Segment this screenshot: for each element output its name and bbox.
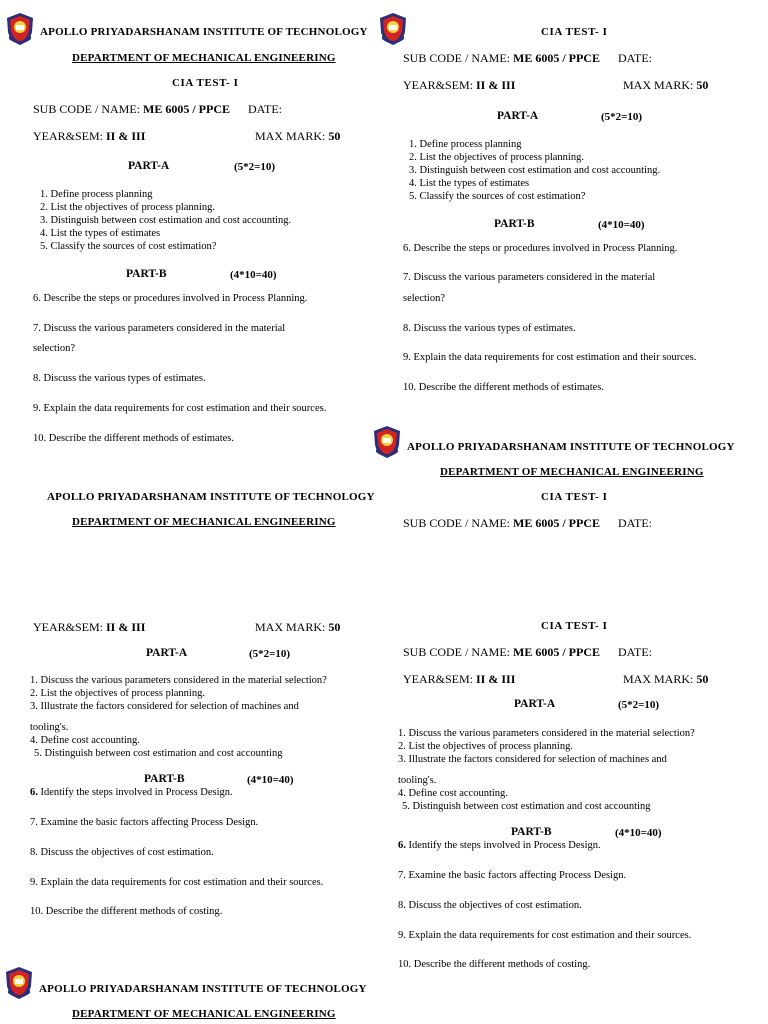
question: 4. List the types of estimates — [40, 228, 161, 239]
question: 9. Explain the data requirements for cost estimation and their sources. — [33, 403, 327, 414]
department-name: DEPARTMENT OF MECHANICAL ENGINEERING — [72, 52, 336, 64]
question: 3. Illustrate the factors considered for selection of machines and — [398, 754, 667, 765]
part-b-marks: (4*10=40) — [598, 219, 645, 231]
part-a-heading: PART-A — [514, 698, 556, 710]
yearsem-line: YEAR&SEM: II & III — [33, 620, 146, 634]
cia-title: CIA TEST- I — [541, 491, 608, 503]
sub-code-line: SUB CODE / NAME: ME 6005 / PPCE DATE: — [403, 51, 653, 65]
question: 6. Describe the steps or procedures involved in Process Planning. — [403, 243, 678, 254]
question: 8. Discuss the objectives of cost estimation. — [398, 900, 582, 911]
question: 8. Discuss the objectives of cost estimation. — [30, 847, 214, 858]
question: 7. Examine the basic factors affecting Process Design. — [30, 817, 259, 828]
institute-name: APOLLO PRIYADARSHANAM INSTITUTE OF TECHNOLOGY — [407, 441, 735, 453]
maxmark-line: MAX MARK: 50 — [623, 78, 709, 92]
question: 4. List the types of estimates — [409, 178, 530, 189]
maxmark-line: MAX MARK: 50 — [255, 129, 341, 143]
part-a-marks: (5*2=10) — [234, 161, 276, 173]
question: 3. Illustrate the factors considered for selection of machines and — [30, 701, 299, 712]
question: 7. Discuss the various parameters considered in the material — [403, 272, 656, 283]
part-a-heading: PART-A — [146, 647, 188, 659]
question: 7. Discuss the various parameters considered in the material — [33, 323, 286, 334]
question: 2. List the objectives of process planning. — [398, 741, 573, 752]
question-continued: tooling's. — [398, 775, 437, 786]
sub-code-line: SUB CODE / NAME: ME 6005 / PPCE DATE: — [403, 645, 653, 659]
yearsem-line: YEAR&SEM: II & III — [403, 672, 516, 686]
sub-code-line: SUB CODE / NAME: ME 6005 / PPCE DATE: — [33, 102, 283, 116]
question: 1. Discuss the various parameters considered in the material selection? — [30, 675, 327, 686]
question: 5. Classify the sources of cost estimation? — [40, 241, 217, 252]
question: 8. Discuss the various types of estimates. — [33, 373, 206, 384]
question: 2. List the objectives of process planning. — [30, 688, 205, 699]
question: 8. Discuss the various types of estimates. — [403, 323, 576, 334]
maxmark-line: MAX MARK: 50 — [623, 672, 709, 686]
part-a-heading: PART-A — [497, 110, 539, 122]
part-b-heading: PART-B — [511, 826, 552, 838]
question-continued: tooling's. — [30, 722, 69, 733]
part-a-marks: (5*2=10) — [601, 111, 643, 123]
part-b-marks: (4*10=40) — [247, 774, 294, 786]
question: 2. List the objectives of process planning. — [40, 202, 215, 213]
question: 10. Describe the different methods of costing. — [398, 959, 591, 970]
question: 3. Distinguish between cost estimation and cost accounting. — [409, 165, 661, 176]
cia-title: CIA TEST- I — [541, 26, 608, 38]
cia-title: CIA TEST- I — [172, 77, 239, 89]
department-name: DEPARTMENT OF MECHANICAL ENGINEERING — [72, 1008, 336, 1020]
part-a-heading: PART-A — [128, 160, 170, 172]
question: 10. Describe the different methods of estimates. — [403, 382, 604, 393]
question: 10. Describe the different methods of costing. — [30, 906, 223, 917]
question: 1. Define process planning — [40, 189, 153, 200]
question: 7. Examine the basic factors affecting Process Design. — [398, 870, 627, 881]
part-a-marks: (5*2=10) — [618, 699, 660, 711]
part-a-questions — [40, 188, 291, 253]
question: 3. Distinguish between cost estimation and cost accounting. — [40, 215, 292, 226]
part-b-heading: PART-B — [144, 773, 185, 785]
question: 6. Describe the steps or procedures involved in Process Planning. — [33, 293, 308, 304]
question: 4. Define cost accounting. — [30, 735, 140, 746]
part-a-marks: (5*2=10) — [249, 648, 291, 660]
college-logo-icon — [372, 425, 402, 459]
college-logo-icon — [378, 12, 408, 46]
cia-title: CIA TEST- I — [541, 620, 608, 632]
question: 5. Classify the sources of cost estimation? — [409, 191, 586, 202]
question: 4. Define cost accounting. — [398, 788, 508, 799]
part-b-marks: (4*10=40) — [230, 269, 277, 281]
question: 9. Explain the data requirements for cost estimation and their sources. — [30, 877, 324, 888]
question-continued: selection? — [403, 293, 445, 304]
part-b-heading: PART-B — [494, 218, 535, 230]
question: 5. Distinguish between cost estimation and cost accounting — [34, 748, 283, 759]
question: 5. Distinguish between cost estimation and cost accounting — [402, 801, 651, 812]
institute-name: APOLLO PRIYADARSHANAM INSTITUTE OF TECHNOLOGY — [47, 491, 375, 503]
question: 9. Explain the data requirements for cost estimation and their sources. — [403, 352, 697, 363]
question: 1. Discuss the various parameters considered in the material selection? — [398, 728, 695, 739]
part-b-marks: (4*10=40) — [615, 827, 662, 839]
question: 1. Define process planning — [409, 139, 522, 150]
sub-code-line: SUB CODE / NAME: ME 6005 / PPCE DATE: — [403, 516, 653, 530]
yearsem-line: YEAR&SEM: II & III — [403, 78, 516, 92]
college-logo-icon — [4, 966, 34, 1000]
question-continued: selection? — [33, 343, 75, 354]
institute-name: APOLLO PRIYADARSHANAM INSTITUTE OF TECHNOLOGY — [40, 26, 368, 38]
institute-name: APOLLO PRIYADARSHANAM INSTITUTE OF TECHNOLOGY — [39, 983, 367, 995]
college-logo-icon — [5, 12, 35, 46]
department-name: DEPARTMENT OF MECHANICAL ENGINEERING — [72, 516, 336, 528]
question: 9. Explain the data requirements for cost estimation and their sources. — [398, 930, 692, 941]
yearsem-line: YEAR&SEM: II & III — [33, 129, 146, 143]
maxmark-line: MAX MARK: 50 — [255, 620, 341, 634]
part-b-heading: PART-B — [126, 268, 167, 280]
part-a-questions — [409, 138, 660, 203]
question: 6. Identify the steps involved in Process Design. — [30, 787, 233, 798]
question: 6. Identify the steps involved in Process Design. — [398, 840, 601, 851]
department-name: DEPARTMENT OF MECHANICAL ENGINEERING — [440, 466, 704, 478]
question: 10. Describe the different methods of estimates. — [33, 433, 234, 444]
question: 2. List the objectives of process planning. — [409, 152, 584, 163]
